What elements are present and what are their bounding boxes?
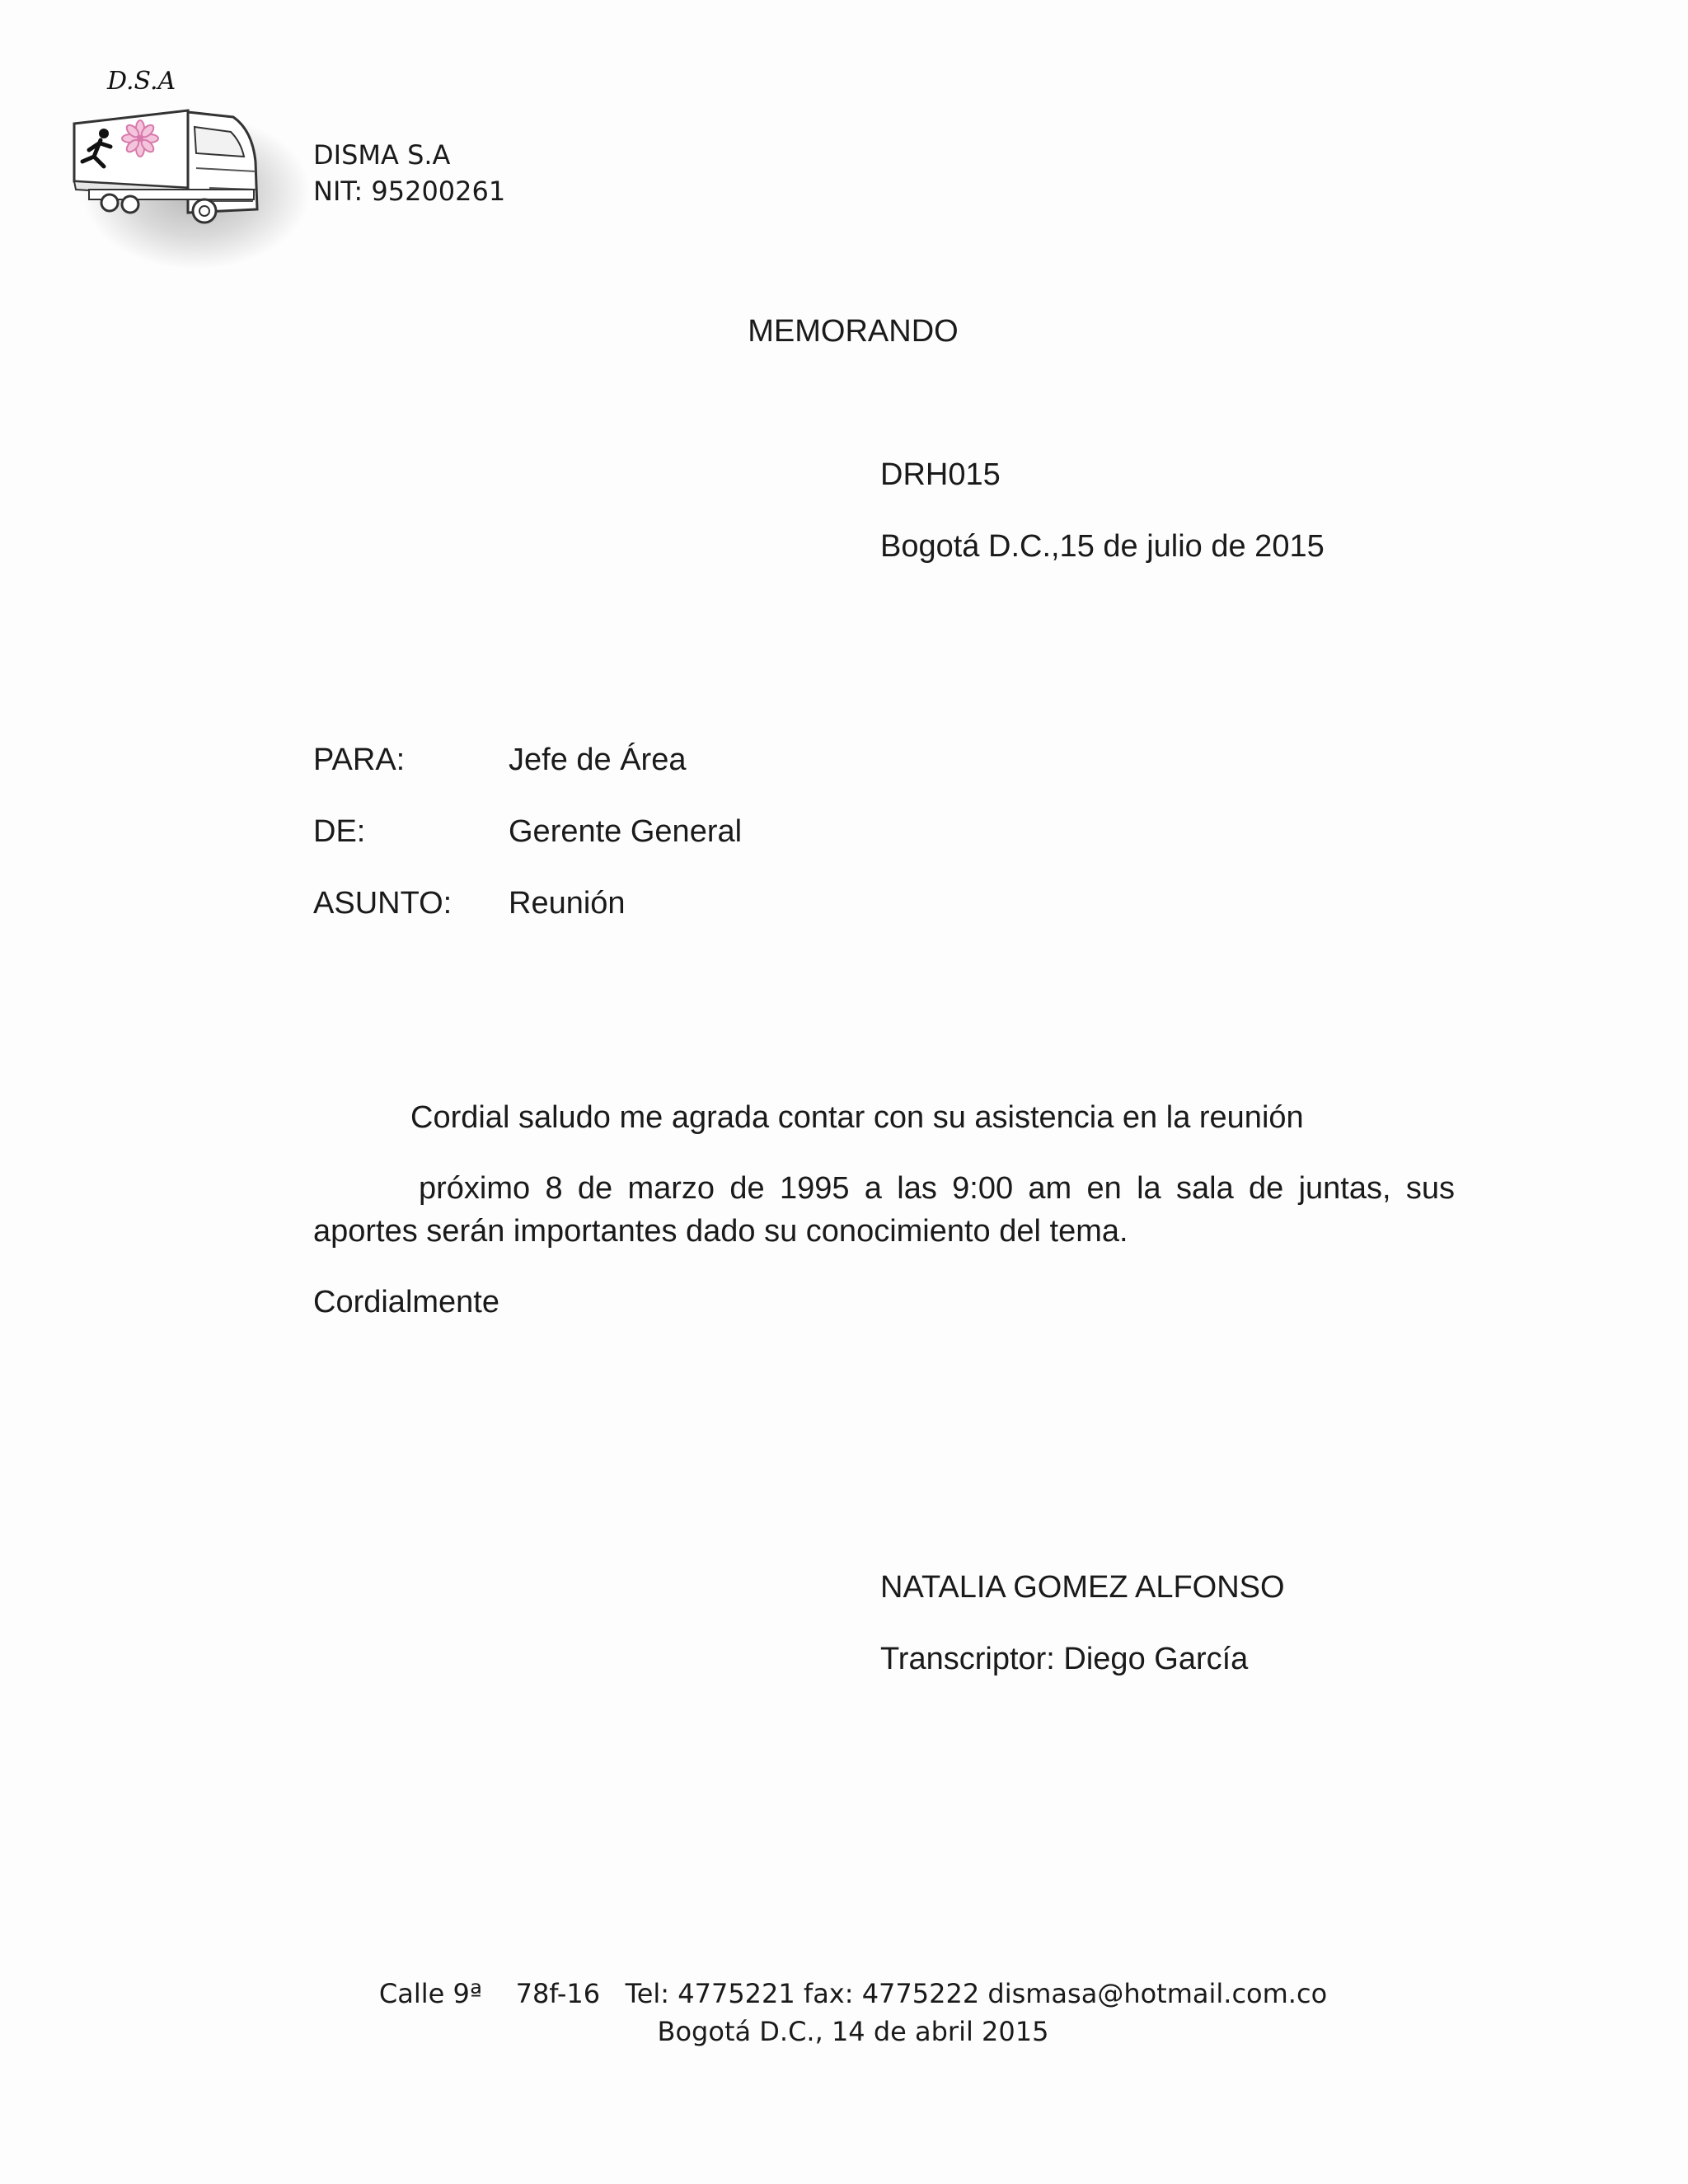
closing: Cordialmente [313, 1285, 499, 1319]
company-name: DISMA S.A [313, 139, 451, 171]
field-value: Gerente General [509, 814, 743, 849]
flower-icon [122, 120, 158, 157]
signer-name: NATALIA GOMEZ ALFONSO [880, 1570, 1285, 1605]
field-asunto [313, 883, 742, 923]
footer-address: Calle 9ª 78f-16 Tel: 4775221 fax: 4775222 dismasa@hotmail.com.co [378, 1978, 1328, 2009]
company-logo [64, 64, 312, 262]
body-paragraph-2: próximo 8 de marzo de 1995 a las 9:00 am en la sala de juntas, sus aportes serán importantes dado su conocimiento del tema. [313, 1171, 1455, 1249]
field-value: Jefe de Área [509, 743, 687, 777]
field-label: PARA: [313, 743, 406, 777]
field-de [313, 812, 742, 851]
company-info [313, 137, 505, 209]
memo-body [313, 1096, 1455, 1324]
field-label: ASUNTO: [313, 886, 452, 921]
field-label: DE: [313, 814, 366, 849]
footer [0, 1975, 1688, 2050]
memo-fields [313, 740, 742, 955]
document-title: MEMORANDO [748, 314, 959, 349]
body-paragraph-1: Cordial saludo me agrada contar con su asistencia en la reunión [410, 1100, 1304, 1135]
company-nit: NIT: 95200261 [313, 176, 506, 207]
signature-block [880, 1568, 1285, 1711]
truck-logo [64, 64, 312, 262]
transcriptor: Transcriptor: Diego García [880, 1642, 1249, 1676]
reference-block [880, 455, 1325, 598]
field-para [313, 740, 742, 780]
reference-code: DRH015 [880, 457, 1001, 492]
footer-date: Bogotá D.C., 14 de abril 2015 [657, 2016, 1049, 2047]
place-date: Bogotá D.C.,15 de julio de 2015 [880, 529, 1325, 564]
wheel-icon [122, 196, 138, 213]
logo-text: D.S.A [107, 67, 176, 96]
wheel-icon [101, 194, 118, 211]
field-value: Reunión [509, 886, 626, 921]
